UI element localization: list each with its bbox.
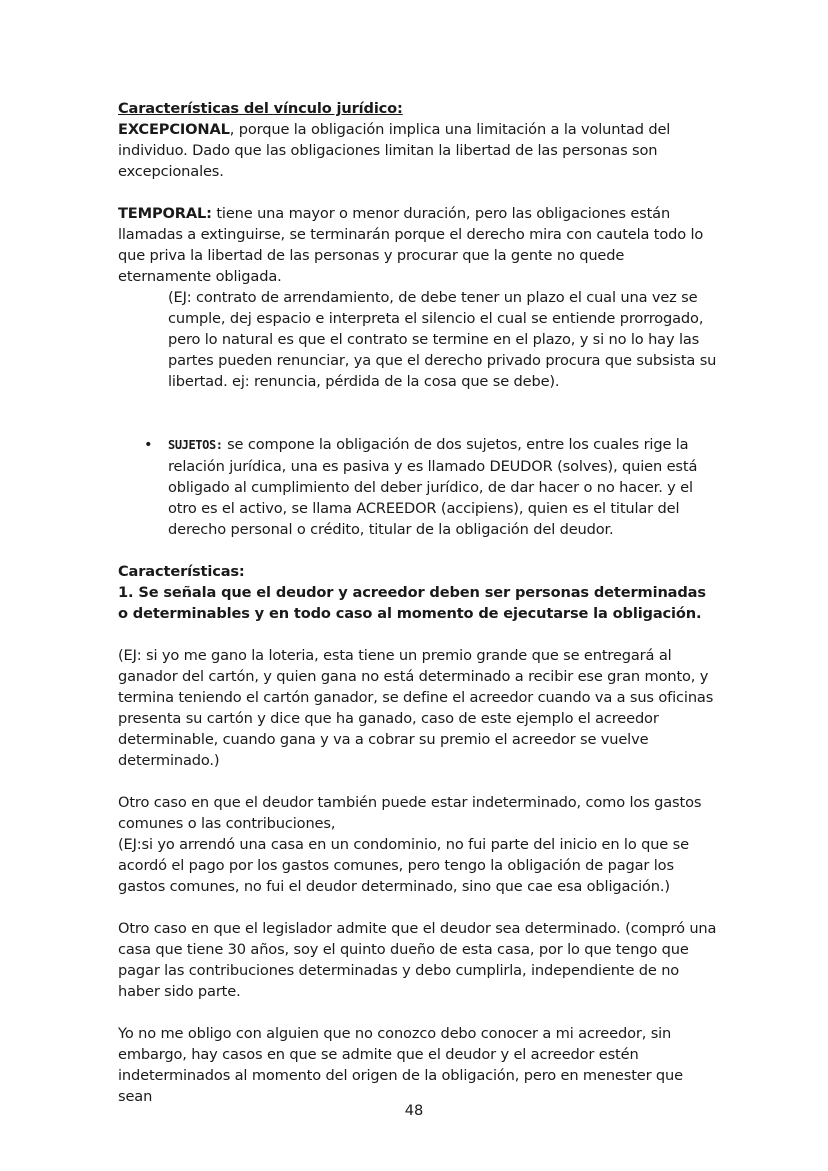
paragraph-excepcional xyxy=(118,119,718,182)
term-sujetos: SUJETOS: xyxy=(168,438,223,452)
bullet-icon: • xyxy=(144,436,153,453)
text-sujetos: se compone la obligación de dos sujetos, entre los cuales rige la relación jurídica, una es pasiva y es llamado DEUDOR (solves), quien está obligado al cumplimiento del deber jurídico, de dar hacer o no hacer. y el otro es el activo, se llama ACREEDOR (accipiens), quien es el titular del derecho personal o crédito, titular de la obligación del deudor. xyxy=(168,436,698,538)
paragraph-sujetos xyxy=(168,434,718,540)
paragraph-condominio: (EJ:si yo arrendó una casa en un condominio, no fui parte del inicio en lo que se acordó el pago por los gastos comunes, pero tengo la obligación de pagar los gastos comunes, no fui el deudor determinado, sino que cae esa obligación.) xyxy=(118,836,689,895)
paragraph-loteria: (EJ: si yo me gano la loteria, esta tiene un premio grande que se entregará al ganador del cartón, y quien gana no está determinado a recibir ese gran monto, y termina teniendo el cartón ganador, se define el acreedor cuando va a sus oficinas presenta su cartón y dice que ha ganado, caso de este ejemplo el acreedor determinable, cuando gana y va a cobrar su premio el acreedor se vuelve determinado.) xyxy=(118,647,714,769)
term-excepcional: EXCEPCIONAL xyxy=(118,121,230,138)
term-temporal: TEMPORAL: xyxy=(118,205,212,222)
point-1: 1. Se señala que el deudor y acreedor deben ser personas determinadas o determinables y en todo caso al momento de ejecutarse la obligación. xyxy=(118,584,706,622)
section-heading-vinculo: Características del vínculo jurídico: xyxy=(118,100,403,117)
section-heading-caracteristicas: Características: xyxy=(118,563,245,580)
paragraph-otro-caso-deudor: Otro caso en que el deudor también puede estar indeterminado, como los gastos comunes o las contribuciones, xyxy=(118,794,702,832)
page-content xyxy=(118,98,718,1107)
text-temporal: tiene una mayor o menor duración, pero las obligaciones están llamadas a extinguirse, se terminarán porque el derecho mira con cautela todo lo que priva la libertad de las personas y procurar que la gente no quede eternamente obligada. xyxy=(118,205,704,285)
text-excepcional: , porque la obligación implica una limitación a la voluntad del individuo. Dado que las obligaciones limitan la libertad de las personas son excepcionales. xyxy=(118,121,671,180)
page-number: 48 xyxy=(404,1102,424,1119)
paragraph-no-me-obligo: Yo no me obligo con alguien que no conozco debo conocer a mi acreedor, sin embargo, hay casos en que se admite que el deudor y el acreedor estén indeterminados al momento del origen de la obligación, pero en menester que sean xyxy=(118,1025,683,1105)
paragraph-temporal xyxy=(118,203,718,287)
list-item-sujetos xyxy=(118,434,718,540)
paragraph-legislador: Otro caso en que el legislador admite que el deudor sea determinado. (compró una casa que tiene 30 años, soy el quinto dueño de esta casa, por lo que tengo que pagar las contribuciones determinadas y debo cumplirla, independiente de no haber sido parte. xyxy=(118,920,717,1000)
example-arrendamiento: (EJ: contrato de arrendamiento, de debe tener un plazo el cual una vez se cumple, dej espacio e interpreta el silencio el cual se entiende prorrogado, pero lo natural es que el contrato se termine en el plazo, y si no lo hay las partes pueden renunciar, ya que el derecho privado procura que subsista su libertad. ej: renuncia, pérdida de la cosa que se debe). xyxy=(168,289,717,390)
